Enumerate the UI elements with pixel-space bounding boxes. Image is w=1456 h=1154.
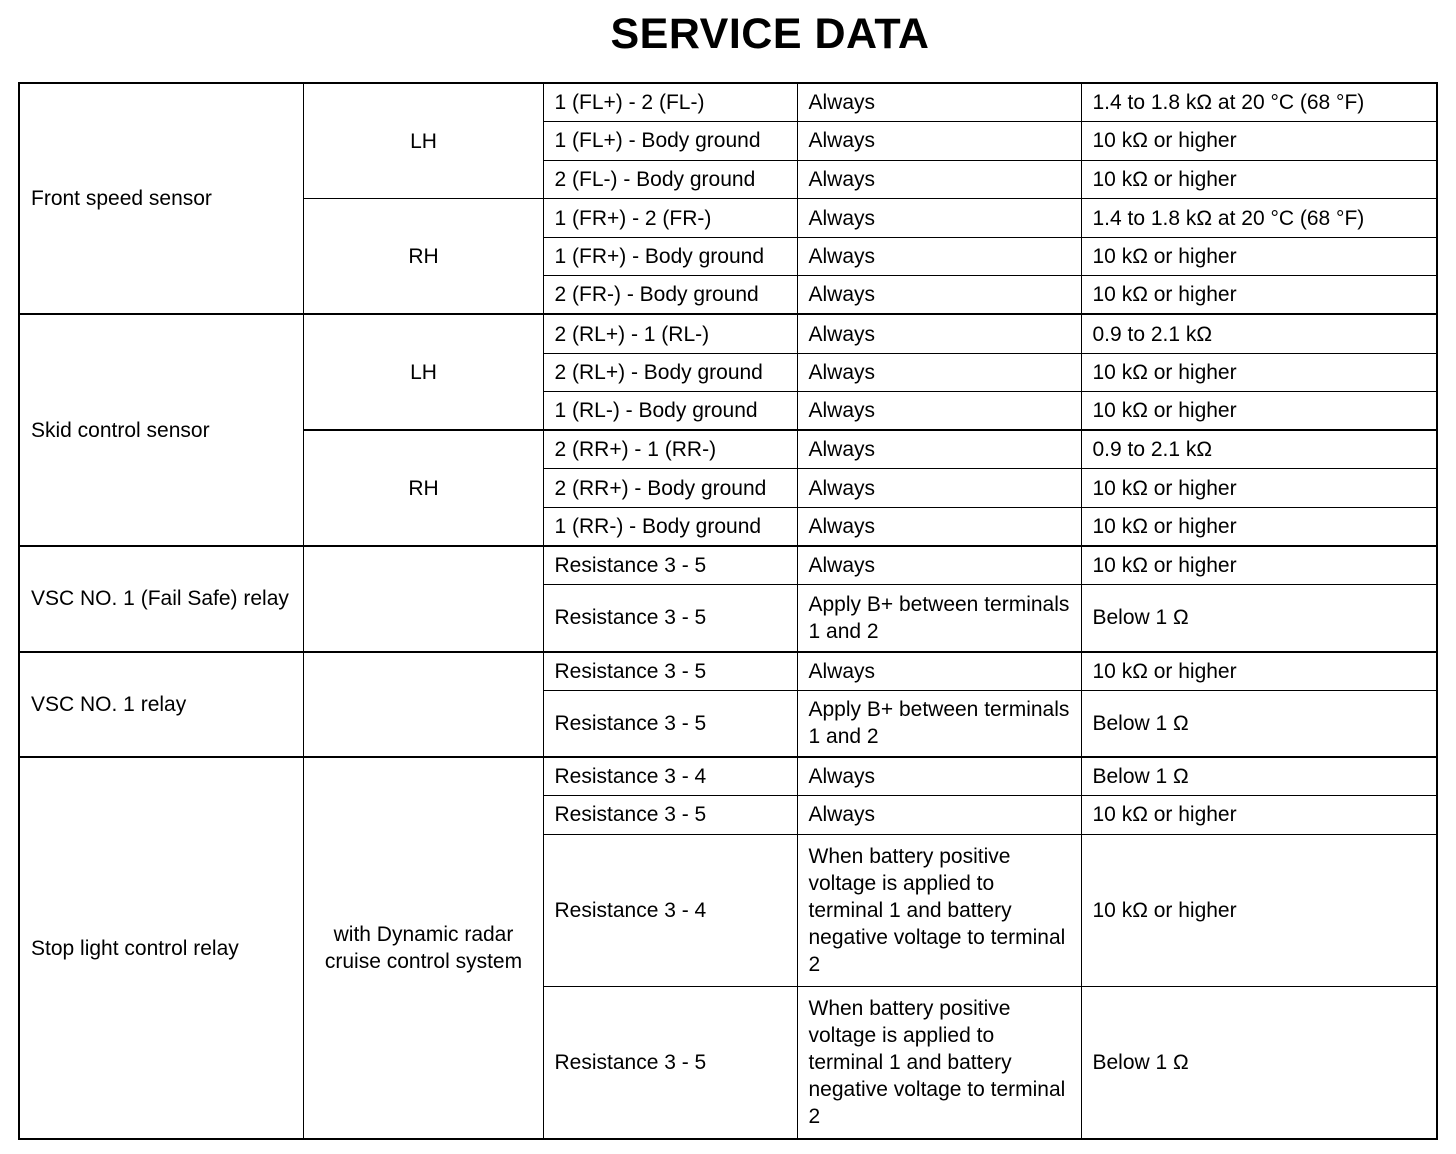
spec-cell: 10 kΩ or higher <box>1081 546 1437 585</box>
terminal-cell: 2 (RL+) - 1 (RL-) <box>543 314 797 353</box>
condition-cell: Always <box>797 160 1081 199</box>
condition-cell: Always <box>797 469 1081 508</box>
condition-cell: When battery positive voltage is applied to terminal 1 and battery negative voltage to terminal 2 <box>797 987 1081 1139</box>
terminal-cell: 1 (FL+) - 2 (FL-) <box>543 83 797 122</box>
spec-cell: 10 kΩ or higher <box>1081 796 1437 835</box>
spec-cell: 10 kΩ or higher <box>1081 469 1437 508</box>
side-cell: LH <box>303 314 543 430</box>
condition-cell: Always <box>797 276 1081 315</box>
component-cell: VSC NO. 1 relay <box>19 652 303 758</box>
condition-cell: Always <box>797 757 1081 796</box>
table-row <box>19 83 1437 122</box>
terminal-cell: 2 (RR+) - Body ground <box>543 469 797 508</box>
service-data-table <box>18 82 1438 1140</box>
component-cell: Skid control sensor <box>19 314 303 545</box>
side-cell-empty <box>303 652 543 758</box>
component-cell: Front speed sensor <box>19 83 303 314</box>
terminal-cell: Resistance 3 - 5 <box>543 690 797 757</box>
condition-cell: Apply B+ between terminals 1 and 2 <box>797 585 1081 652</box>
component-cell: Stop light control relay <box>19 757 303 1139</box>
condition-cell: Always <box>797 199 1081 238</box>
condition-cell: Apply B+ between terminals 1 and 2 <box>797 690 1081 757</box>
condition-cell: Always <box>797 83 1081 122</box>
condition-cell: Always <box>797 546 1081 585</box>
condition-cell: Always <box>797 237 1081 276</box>
condition-cell: Always <box>797 430 1081 469</box>
terminal-cell: 2 (RR+) - 1 (RR-) <box>543 430 797 469</box>
terminal-cell: Resistance 3 - 5 <box>543 546 797 585</box>
terminal-cell: 1 (FR+) - Body ground <box>543 237 797 276</box>
component-cell: VSC NO. 1 (Fail Safe) relay <box>19 546 303 652</box>
terminal-cell: 2 (FR-) - Body ground <box>543 276 797 315</box>
condition-cell: Always <box>797 122 1081 161</box>
spec-cell: Below 1 Ω <box>1081 690 1437 757</box>
condition-cell: Always <box>797 796 1081 835</box>
spec-cell: 10 kΩ or higher <box>1081 160 1437 199</box>
side-cell: RH <box>303 430 543 546</box>
terminal-cell: 1 (RL-) - Body ground <box>543 392 797 431</box>
table-row <box>19 314 1437 353</box>
terminal-cell: Resistance 3 - 5 <box>543 652 797 691</box>
terminal-cell: Resistance 3 - 4 <box>543 757 797 796</box>
table-row <box>19 757 1437 796</box>
side-cell: with Dynamic radar cruise control system <box>303 757 543 1139</box>
terminal-cell: Resistance 3 - 4 <box>543 834 797 986</box>
condition-cell: Always <box>797 314 1081 353</box>
spec-cell: 10 kΩ or higher <box>1081 122 1437 161</box>
terminal-cell: 2 (FL-) - Body ground <box>543 160 797 199</box>
spec-cell: Below 1 Ω <box>1081 757 1437 796</box>
spec-cell: 0.9 to 2.1 kΩ <box>1081 314 1437 353</box>
spec-cell: 1.4 to 1.8 kΩ at 20 °C (68 °F) <box>1081 199 1437 238</box>
terminal-cell: 1 (FR+) - 2 (FR-) <box>543 199 797 238</box>
condition-cell: Always <box>797 652 1081 691</box>
spec-cell: 10 kΩ or higher <box>1081 237 1437 276</box>
spec-cell: 10 kΩ or higher <box>1081 507 1437 546</box>
page-title: SERVICE DATA <box>610 10 930 58</box>
condition-cell: When battery positive voltage is applied to terminal 1 and battery negative voltage to terminal 2 <box>797 834 1081 986</box>
spec-cell: 10 kΩ or higher <box>1081 276 1437 315</box>
spec-cell: 10 kΩ or higher <box>1081 392 1437 431</box>
terminal-cell: 1 (RR-) - Body ground <box>543 507 797 546</box>
side-cell: LH <box>303 83 543 199</box>
terminal-cell: Resistance 3 - 5 <box>543 987 797 1139</box>
condition-cell: Always <box>797 507 1081 546</box>
condition-cell: Always <box>797 353 1081 392</box>
terminal-cell: Resistance 3 - 5 <box>543 585 797 652</box>
spec-cell: 10 kΩ or higher <box>1081 834 1437 986</box>
spec-cell: Below 1 Ω <box>1081 585 1437 652</box>
side-cell-empty <box>303 546 543 652</box>
spec-cell: 10 kΩ or higher <box>1081 652 1437 691</box>
spec-cell: 10 kΩ or higher <box>1081 353 1437 392</box>
spec-cell: Below 1 Ω <box>1081 987 1437 1139</box>
terminal-cell: Resistance 3 - 5 <box>543 796 797 835</box>
side-cell: RH <box>303 199 543 315</box>
terminal-cell: 2 (RL+) - Body ground <box>543 353 797 392</box>
spec-cell: 1.4 to 1.8 kΩ at 20 °C (68 °F) <box>1081 83 1437 122</box>
table-row <box>19 652 1437 691</box>
terminal-cell: 1 (FL+) - Body ground <box>543 122 797 161</box>
condition-cell: Always <box>797 392 1081 431</box>
spec-cell: 0.9 to 2.1 kΩ <box>1081 430 1437 469</box>
table-row <box>19 546 1437 585</box>
